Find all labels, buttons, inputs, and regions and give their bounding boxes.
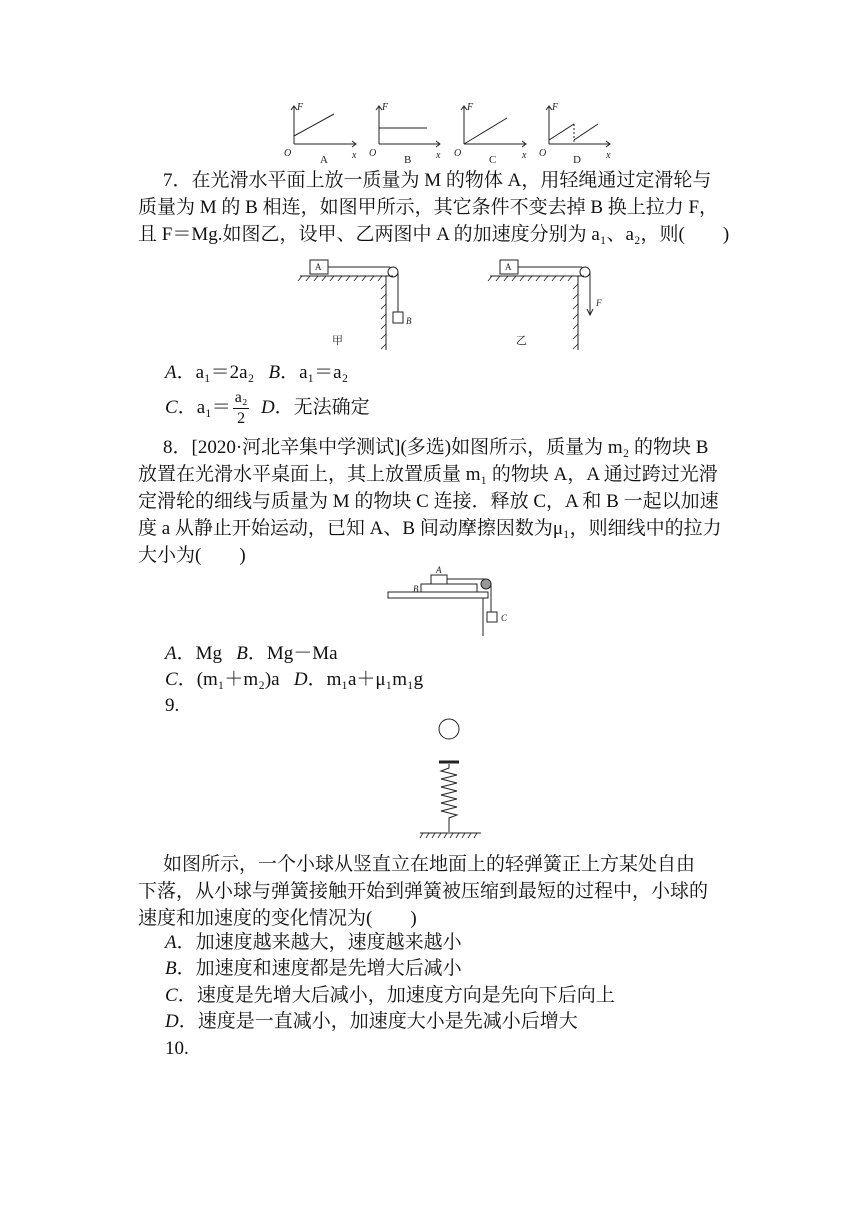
q8-line-1: 8．[2020·河北辛集中学测试](多选)如图所示，质量为 m₂ 的物块 B [163, 437, 709, 458]
q8-option-d-text: ．m₁a＋μ₁m₁g [307, 669, 424, 690]
q9-line-1: 如图所示，一个小球从竖直立在地面上的轻弹簧正上方某处自由 [163, 854, 696, 875]
q9-option-a [165, 930, 462, 956]
q8-fig-label-c: C [501, 613, 508, 623]
q8-line-4: 度 a 从静止开始运动，已知 A、B 间动摩擦因数为μ₁，则细线中的拉力 [138, 518, 722, 539]
fig-yi-caption: 乙 [516, 335, 527, 347]
q7-line-3: 且 F＝Mg.如图乙，设甲、乙两图中 A 的加速度分别为 a₁、a₂，则( ) [138, 224, 730, 245]
q9-option-b-letter: B [165, 958, 177, 979]
q7-line-1: 7．在光滑水平面上放一质量为 M 的物体 A，用轻绳通过定滑轮与 [163, 170, 712, 191]
q9-option-d-text: ．速度是一直减小，加速度大小是先减小后增大 [178, 1011, 578, 1032]
q7-option-a-text: ．a₁＝2a₂ [176, 362, 255, 383]
fig-yi-block-a: A [505, 262, 512, 272]
q8-option-a-letter: A [165, 643, 177, 664]
fig-jia-block-b: B [406, 316, 412, 326]
q9-line-2: 下落，从小球与弹簧接触开始到弹簧被压缩到最短的过程中，小球的 [138, 881, 709, 902]
question-9-stem [138, 851, 738, 932]
q8-option-c-text: ．(m₁＋m₂)a [177, 669, 280, 690]
graph-b-axis-f: F [382, 102, 389, 113]
fig-jia-block-a: A [315, 262, 322, 272]
q8-option-a-text: ．Mg [176, 643, 223, 664]
graph-b-label: B [404, 154, 412, 166]
question-7-stem [138, 167, 738, 248]
question-8-stem [138, 434, 738, 569]
fig-jia-caption: 甲 [332, 335, 343, 347]
q9-line-3: 速度和加速度的变化情况为( ) [138, 908, 417, 929]
graph-d-axis-x: x [606, 150, 611, 161]
q9-option-a-letter: A [165, 932, 177, 953]
q10-number: 10. [165, 1038, 189, 1059]
graph-a-axis-f: F [297, 102, 304, 113]
q7-option-c-letter: C [165, 397, 178, 418]
q7-option-c-text: ．a₁＝ [177, 397, 231, 418]
q9-option-b [165, 956, 462, 982]
q7-option-a-letter: A [165, 362, 177, 383]
q8-option-d-letter: D [293, 669, 308, 690]
q7-option-c-numerator: a₂ [233, 388, 250, 409]
graph-a-axis-x: x [352, 150, 357, 161]
q8-options-cd [165, 667, 423, 693]
q8-fig-label-b: B [413, 584, 419, 594]
q7-option-d-letter: D [260, 397, 275, 418]
q9-option-c-letter: C [165, 985, 178, 1006]
q8-option-b-text: ．Mg－Ma [247, 643, 338, 664]
graph-b-axis-x: x [436, 150, 441, 161]
q7-option-d-text: ．无法确定 [274, 397, 370, 418]
graph-a-origin: O [284, 148, 292, 159]
graph-c-origin: O [454, 148, 462, 159]
q8-option-b-letter: B [236, 643, 248, 664]
graph-c-axis-x: x [522, 150, 527, 161]
graph-d-origin: O [539, 148, 547, 159]
q7-options-cd [165, 388, 370, 429]
q9-option-a-text: ．加速度越来越大，速度越来越小 [176, 932, 462, 953]
q8-line-2: 放置在光滑水平桌面上，其上放置质量 m₁ 的物块 A，A 通过跨过光滑 [138, 464, 718, 485]
ball-icon [439, 719, 459, 739]
q9-option-b-text: ．加速度和速度都是先增大后减小 [176, 958, 462, 979]
q9-number: 9. [165, 695, 180, 716]
graph-b-origin: O [369, 148, 377, 159]
graph-c-axis-f: F [467, 102, 474, 113]
q7-option-c-fraction [233, 388, 250, 429]
q9-option-d-letter: D [165, 1011, 179, 1032]
q8-block-pulley-figure [385, 562, 520, 638]
q8-fig-label-a: A [436, 565, 442, 575]
q7-options-ab [165, 360, 348, 386]
q9-option-c-text: ．速度是先增大后减小，加速度方向是先向下后向上 [177, 985, 615, 1006]
graph-d-label: D [573, 154, 581, 166]
graph-c-label: C [489, 154, 497, 166]
force-graphs-figure [280, 100, 620, 166]
graph-a-label: A [320, 154, 328, 166]
q8-line-3: 定滑轮的细线与质量为 M 的物块 C 连接．释放 C，A 和 B 一起以加速 [138, 491, 719, 512]
pulley-figures [290, 254, 610, 354]
q8-line-5: 大小为( ) [138, 545, 246, 566]
q7-option-b-letter: B [268, 362, 281, 383]
q7-option-c-denominator: 2 [237, 410, 246, 428]
fig-yi-force-f: F [596, 298, 602, 308]
q7-line-2: 质量为 M 的 B 相连，如图甲所示，其它条件不变去掉 B 换上拉力 F， [138, 197, 719, 218]
q7-option-b-text: ．a₁＝a₂ [280, 362, 349, 383]
q8-options-ab [165, 641, 338, 667]
q9-ball-spring-figure [415, 715, 485, 840]
q9-option-c [165, 983, 615, 1009]
q9-option-d [165, 1009, 578, 1035]
q8-option-c-letter: C [165, 669, 178, 690]
graph-d-axis-f: F [552, 102, 559, 113]
